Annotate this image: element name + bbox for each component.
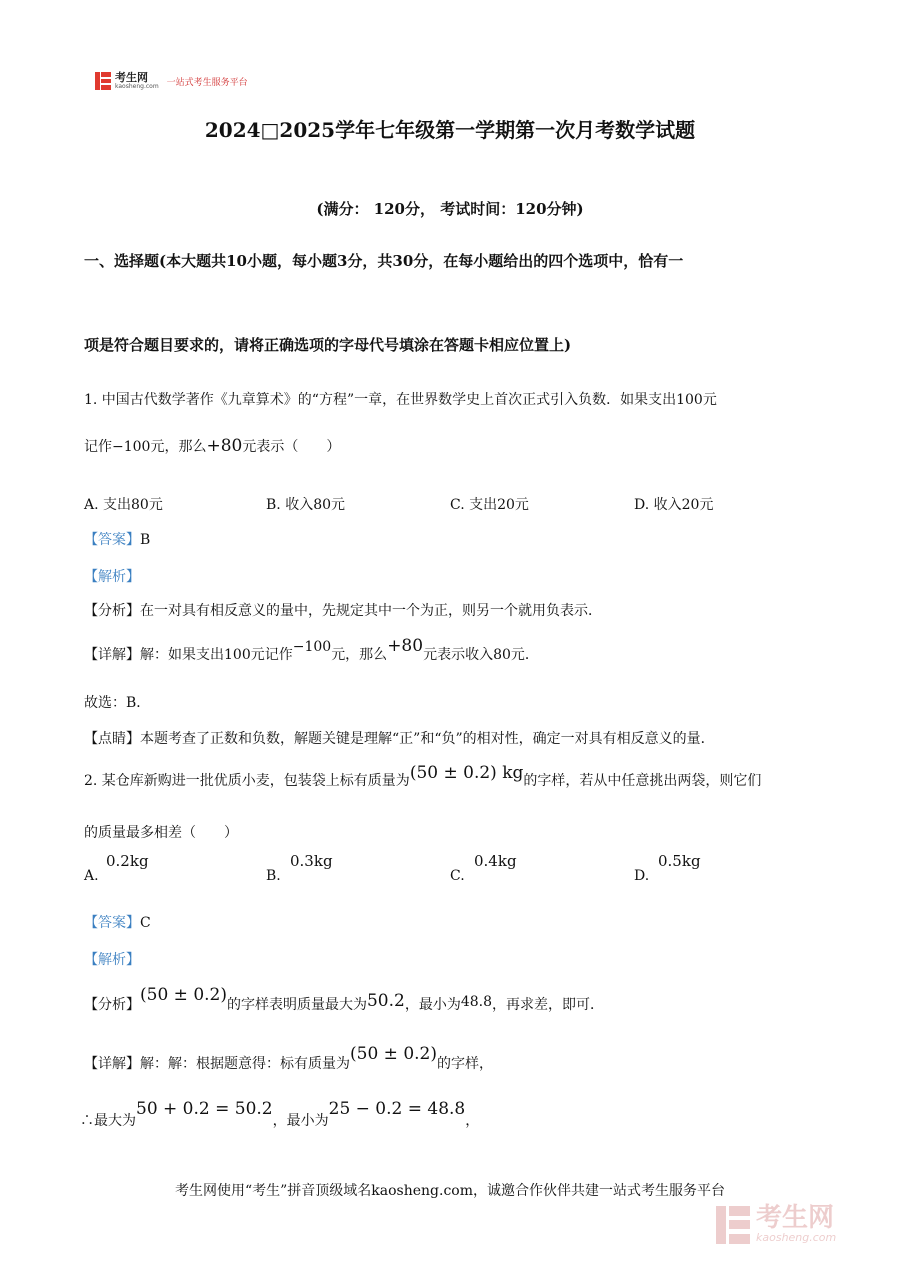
q2-option-d-letter: D. [634, 868, 650, 884]
site-logo[interactable] [95, 72, 248, 90]
q2-math-mass: (50 ± 0.2) kg [409, 763, 524, 783]
q2-last-text-c: ， [465, 1113, 480, 1129]
q1-fenxi-text: 在一对具有相反意义的量中，先规定其中一个为正，则另一个就用负表示． [140, 603, 602, 619]
q1-answer-value: B [140, 532, 151, 548]
xiangjie-tag: 【详解】 [84, 647, 140, 663]
q2-stem-line1 [84, 763, 762, 790]
logo-domain: kaosheng.com [115, 82, 159, 90]
q1-xj-math-100: 100 [224, 647, 251, 663]
q2-fx-text-a: 的字样表明质量最大为 [226, 997, 367, 1013]
q2-option-b-value: 0.3kg [290, 852, 333, 870]
q2-text-a: 2. 某仓库新购进一批优质小麦，包装袋上标有质量为 [84, 773, 410, 789]
q1-option-d: D. 收入20元 [634, 497, 714, 513]
q2-analysis-tag: 【解析】 [84, 952, 140, 968]
q2-fx-text-b: ，最小为 [404, 997, 461, 1013]
q2-xj-text-b: 的字样， [436, 1056, 493, 1072]
q1-xj-text-d: 元表示收入 [423, 647, 494, 663]
q1-xj-text-e: 元． [510, 647, 539, 663]
section-heading-line1: 一、选择题(本大题共10小题，每小题3分，共30分，在每小题给出的四个选项中，恰有一 [84, 252, 684, 270]
q2-text-b: 的字样，若从中任意挑出两袋，则它们 [523, 773, 762, 789]
logo-mark-icon [95, 72, 111, 90]
q1-text-b: 元，那么 [150, 439, 207, 455]
watermark-logo [716, 1205, 836, 1244]
q2-answer [84, 912, 151, 932]
fenxi-tag: 【分析】 [84, 997, 140, 1013]
section-heading-line2: 项是符合题目要求的，请将正确选项的字母代号填涂在答题卡相应位置上) [84, 336, 572, 354]
q2-last-math-max: 50 + 0.2 = 50.2 [136, 1099, 273, 1119]
q1-xj-text-b: 元记作 [250, 647, 293, 663]
q2-last-math-min: 25 − 0.2 = 48.8 [328, 1099, 466, 1119]
q2-option-b-letter: B. [266, 868, 281, 884]
fenxi-tag: 【分析】 [84, 603, 140, 619]
q2-fx-math-min: 48.8 [460, 994, 493, 1010]
q2-fx-math-max: 50.2 [366, 991, 405, 1011]
watermark-mark-icon [716, 1206, 750, 1244]
q1-dianjing-text: 本题考查了正数和负数，解题关键是理解“正”和“负”的相对性，确定一对具有相反意义的量． [140, 731, 715, 747]
q1-conclusion: 故选：B． [84, 695, 151, 711]
q1-math-neg100: −100 [112, 439, 151, 455]
q2-fenxi [84, 985, 605, 1014]
dianjing-tag: 【点睛】 [84, 731, 140, 747]
logo-name: 考生网 [115, 70, 148, 84]
watermark-name: 考生网 [756, 1203, 835, 1233]
q2-option-a-value: 0.2kg [106, 852, 149, 870]
q2-xj-text-a: 解：解：根据题意得：标有质量为 [140, 1056, 350, 1072]
q1-xj-math-80: 80 [493, 647, 511, 663]
q2-xj-math-mass: (50 ± 0.2) [350, 1044, 437, 1064]
q2-stem-line2: 的质量最多相差（ ） [84, 825, 238, 841]
q1-xj-math-plus80: +80 [387, 636, 424, 656]
q2-last-text-b: ，最小为 [272, 1113, 329, 1129]
q2-answer-value: C [140, 915, 151, 931]
answer-tag: 【答案】 [84, 532, 140, 548]
q2-xiangjie [84, 1044, 493, 1073]
q1-text-c: 元表示（ ） [242, 439, 341, 455]
logo-slogan: 一站式考生服务平台 [166, 77, 248, 88]
q1-stem-line2 [84, 436, 340, 456]
q1-analysis-tag: 【解析】 [84, 569, 140, 585]
q2-option-a-letter: A. [84, 868, 99, 884]
q2-last-text-a: ∴最大为 [80, 1113, 136, 1129]
q2-option-d-value: 0.5kg [658, 852, 701, 870]
q2-fx-math-mass: (50 ± 0.2) [140, 985, 227, 1005]
q1-xj-text-a: 解：如果支出 [140, 647, 224, 663]
q1-math-plus80: +80 [206, 436, 243, 456]
page-footer: 考生网使用“考生”拼音顶级域名kaosheng.com，诚邀合作伙伴共建一站式考生服务平台 [174, 1183, 726, 1199]
q1-stem-line1: 1. 中国古代数学著作《九章算术》的“方程”一章，在世界数学史上首次正式引入负数．如果支出100元 [84, 392, 717, 408]
q1-option-b: B. 收入80元 [266, 497, 346, 513]
q1-fenxi [84, 600, 602, 620]
q1-option-c: C. 支出20元 [450, 497, 529, 513]
watermark-domain: kaosheng.com [756, 1231, 837, 1244]
q1-xiangjie [84, 636, 539, 664]
q1-option-a: A. 支出80元 [84, 497, 163, 513]
q1-text-a: 记作 [84, 439, 112, 455]
exam-info: (满分： 120分， 考试时间：120分钟) [316, 200, 584, 218]
xiangjie-tag: 【详解】 [84, 1056, 140, 1072]
q2-option-c-value: 0.4kg [474, 852, 517, 870]
q2-option-c-letter: C. [450, 868, 465, 884]
q1-xj-text-c: 元，那么 [331, 647, 388, 663]
q1-dianjing [84, 728, 715, 748]
q1-xj-math-neg100: −100 [292, 639, 332, 655]
q1-answer [84, 529, 150, 549]
q2-final-line [80, 1099, 480, 1130]
q2-fx-text-c: ，再求差，即可． [492, 997, 605, 1013]
answer-tag: 【答案】 [84, 915, 140, 931]
page-title: 2024□2025学年七年级第一学期第一次月考数学试题 [204, 118, 696, 142]
